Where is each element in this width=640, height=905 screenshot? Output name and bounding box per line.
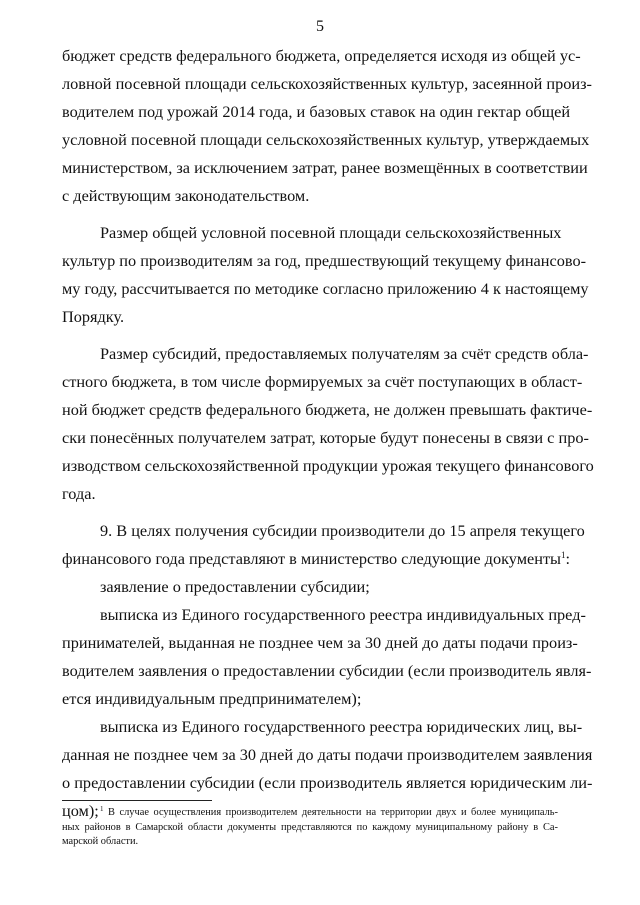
text-line: 9. В целях получения субсидии производители до 15 апреля текущего xyxy=(100,521,585,540)
text-line: данная не позднее чем за 30 дней до даты подачи производителем заявления xyxy=(62,745,593,764)
text-line: ски понесённых получателем затрат, которые будут понесены в связи с про- xyxy=(62,428,589,447)
footnote-line: $^1$ В случае осуществления производителем деятельности на территории двух и более муниципаль- xyxy=(100,805,558,818)
footnote-separator xyxy=(62,800,212,801)
text-line: бюджет средств федерального бюджета, определяется исходя из общей ус- xyxy=(62,46,581,65)
text-line: о предоставлении субсидии (если производитель является юридическим ли- xyxy=(62,773,593,792)
text-line: выписка из Единого государственного реестра индивидуальных пред- xyxy=(100,605,586,624)
text-line: водителем под урожай 2014 года, и базовых ставок на один гектар общей xyxy=(62,102,571,121)
text-line: стного бюджета, в том числе формируемых за счёт поступающих в област- xyxy=(62,372,583,391)
text-line: Размер субсидий, предоставляемых получателям за счёт средств обла- xyxy=(100,344,589,363)
text-line: Размер общей условной посевной площади сельскохозяйственных xyxy=(100,223,562,242)
text-line: водителем заявления о предоставлении субсидии (если производитель явля- xyxy=(62,661,592,680)
text-line: финансового года представляют в министерство следующие документы$^1$: xyxy=(62,549,571,568)
text-line: министерством, за исключением затрат, ранее возмещённых в соответствии xyxy=(62,158,588,177)
text-line: Порядку. xyxy=(62,307,125,326)
paragraph xyxy=(62,219,589,331)
text-line: культур по производителям за год, предшествующий текущему финансово- xyxy=(62,251,587,270)
footnote-reference[interactable]: 1 xyxy=(561,550,566,560)
page-number: 5 xyxy=(316,18,324,35)
paragraph xyxy=(62,601,592,713)
footnote-line: ных районов в Самарской области документы представляются по каждому муниципальному району в Са- xyxy=(62,821,558,833)
text-line: изводством сельскохозяйственной продукции урожая текущего финансового xyxy=(62,456,594,475)
text-line: ловной посевной площади сельскохозяйственных культур, засеянной произ- xyxy=(62,74,592,93)
text-line: цом); xyxy=(62,801,99,820)
paragraph xyxy=(62,573,558,601)
text-line: выписка из Единого государственного реестра юридических лиц, вы- xyxy=(100,717,583,736)
text-line: му году, рассчитывается по методике согласно приложению 4 к настоящему xyxy=(62,279,589,298)
text-line: заявление о предоставлении субсидии; xyxy=(100,577,370,596)
text-line: ной бюджет средств федерального бюджета, не должен превышать фактиче- xyxy=(62,400,593,419)
text-line: года. xyxy=(62,484,96,503)
document-body xyxy=(62,42,594,825)
text-line: с действующим законодательством. xyxy=(62,186,310,205)
text-line: условной посевной площади сельскохозяйственных культур, утверждаемых xyxy=(62,130,590,149)
paragraph xyxy=(62,42,592,210)
footnote-line: марской области. xyxy=(62,836,139,847)
footnote-marker: 1 xyxy=(100,805,104,813)
footnote xyxy=(62,806,558,850)
paragraph xyxy=(62,517,585,573)
text-line: принимателей, выданная не позднее чем за 30 дней до даты подачи произ- xyxy=(62,633,578,652)
paragraph xyxy=(62,340,594,508)
text-line: ется индивидуальным предпринимателем); xyxy=(62,689,362,708)
